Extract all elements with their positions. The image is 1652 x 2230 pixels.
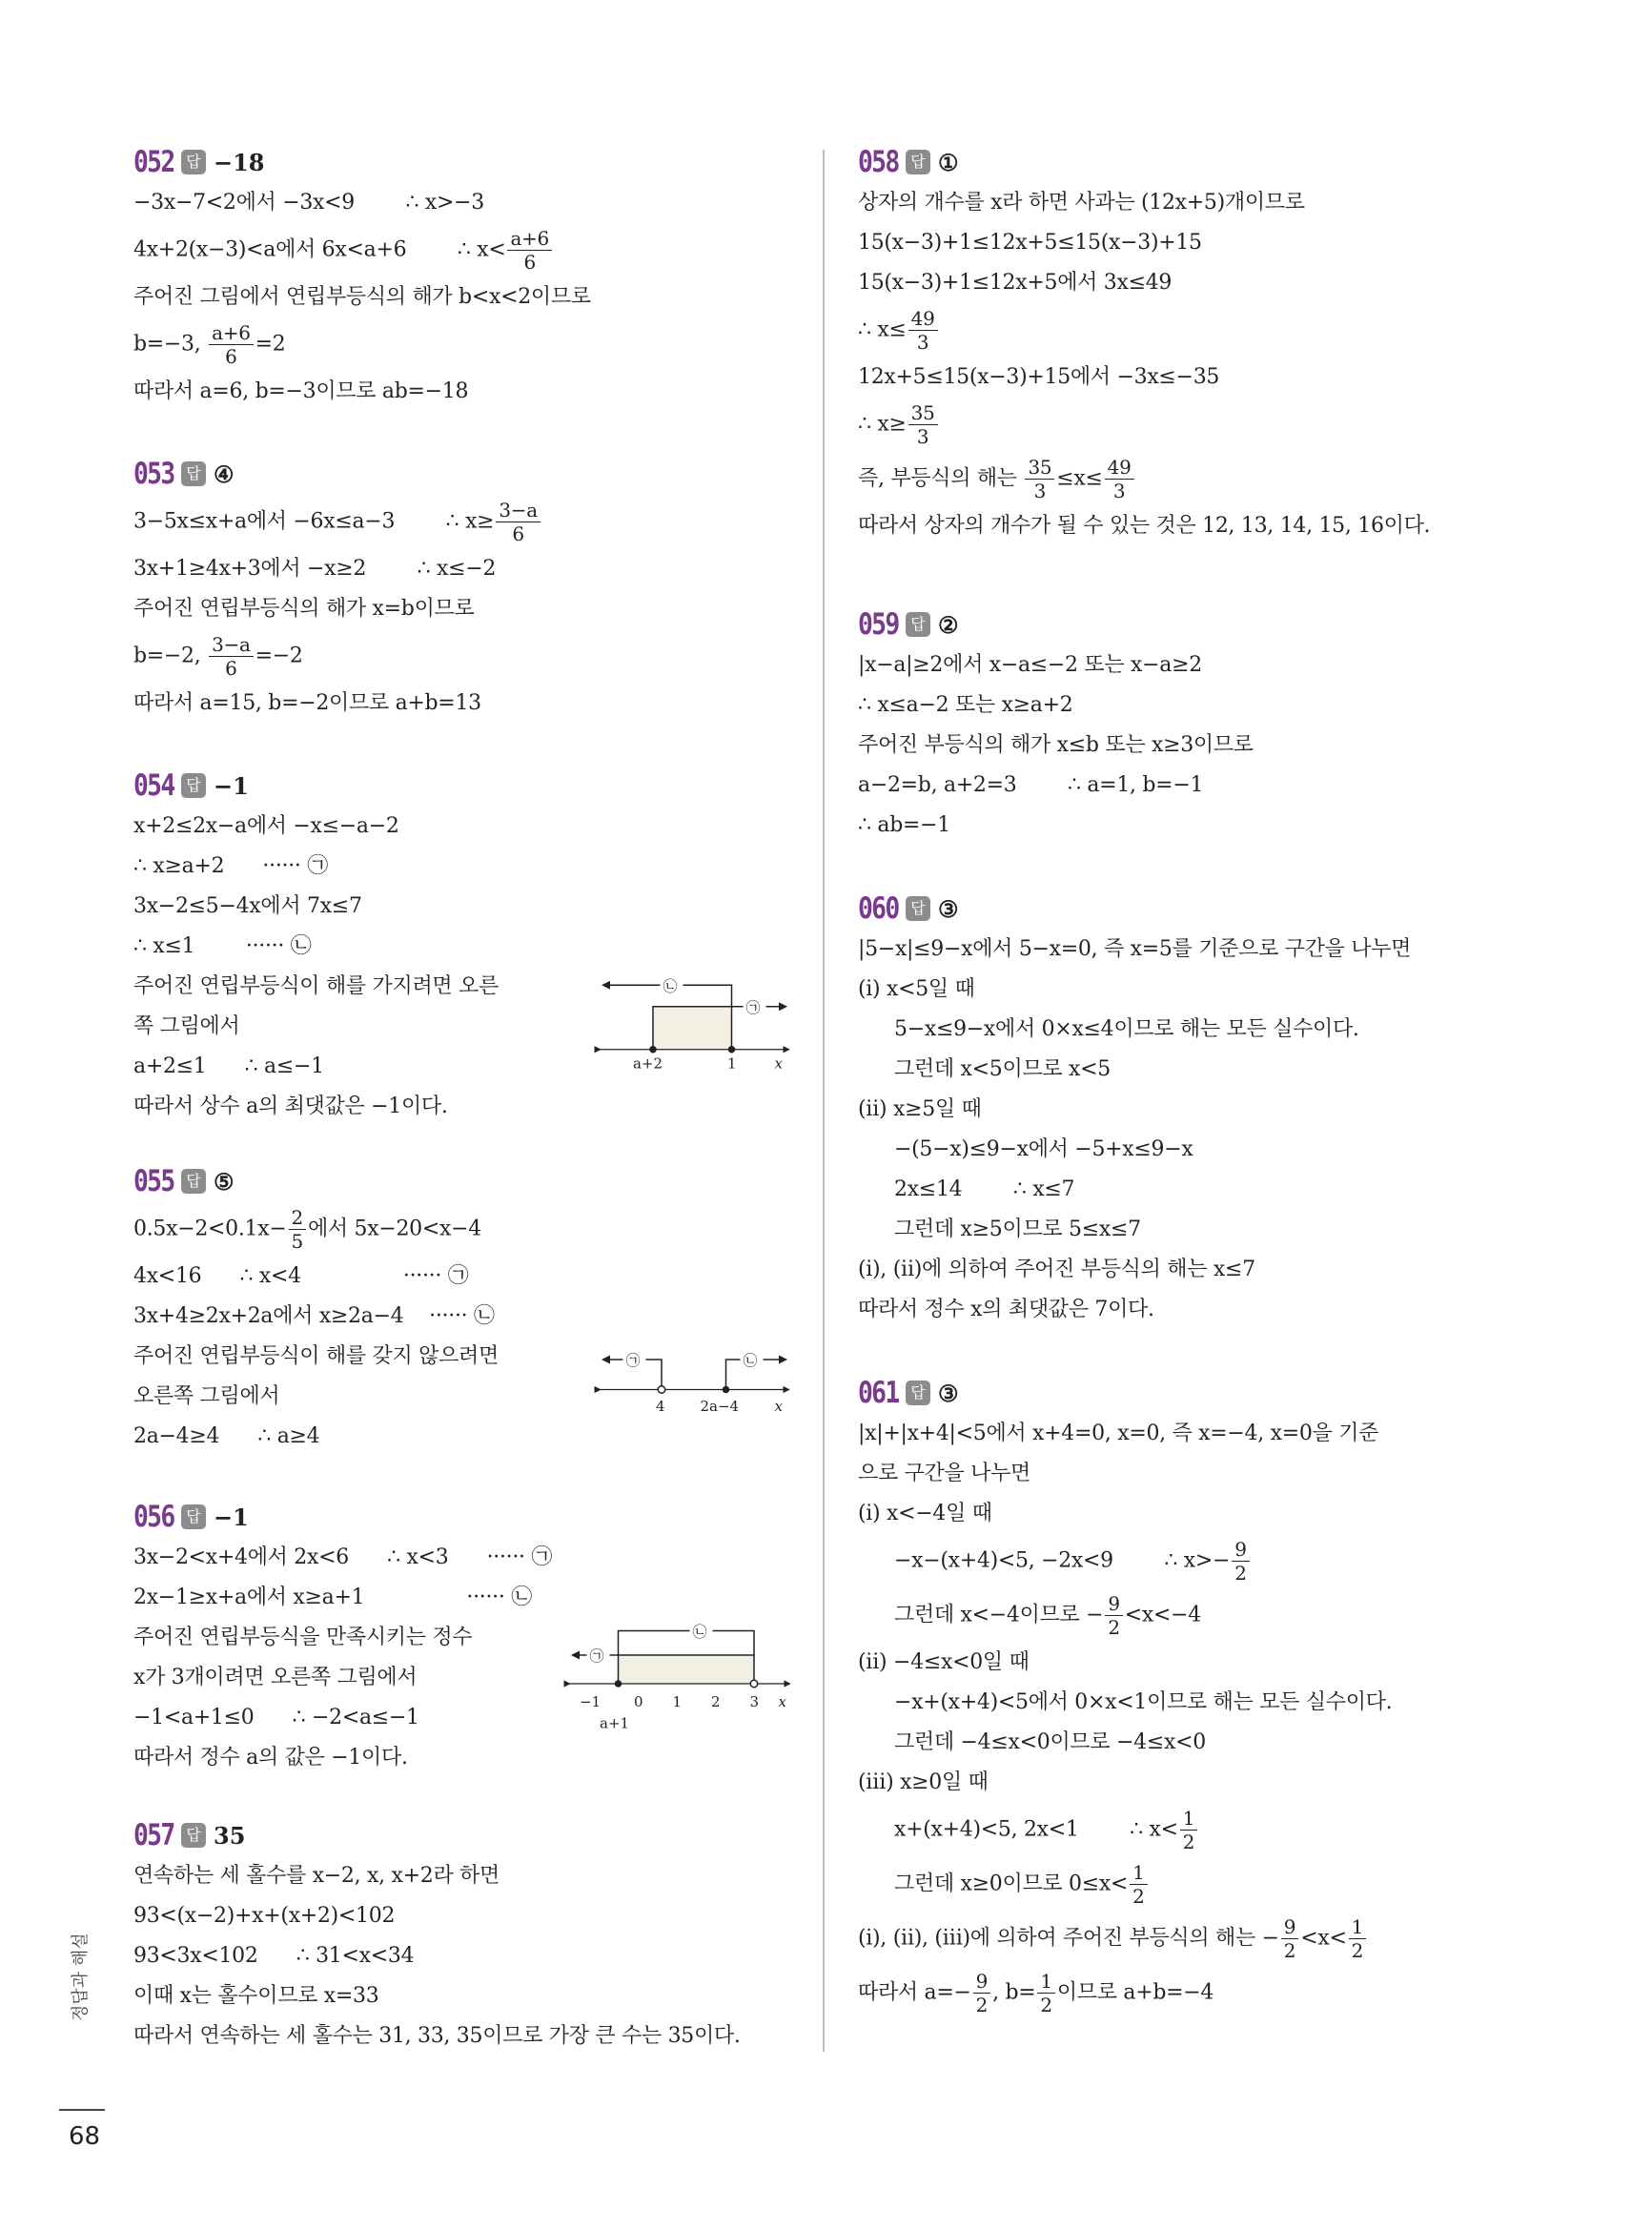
fraction xyxy=(507,227,552,274)
text: 이때 x는 홀수이므로 x=33 xyxy=(133,1984,379,2008)
fraction xyxy=(1105,1592,1122,1639)
solution-shade xyxy=(653,1007,732,1050)
text: 따라서 a=15, b=−2이므로 a+b=13 xyxy=(133,691,481,715)
text: 3x−2<x+4에서 2x<6 ∴ x<3 ······ ㉠ xyxy=(133,1545,553,1569)
section-label: 정답과 해설 xyxy=(71,1933,91,2021)
solution-line xyxy=(858,183,1544,223)
fraction xyxy=(1232,1538,1249,1585)
text: 5−x≤9−x에서 0×x≤4이므로 해는 모든 실수이다. xyxy=(894,1017,1359,1041)
solution-line xyxy=(858,930,1544,970)
text: 3−5x≤x+a에서 −6x≤a−3 ∴ x≥ xyxy=(133,509,495,534)
text: 주어진 부등식의 해가 x≤b 또는 x≥3이므로 xyxy=(858,733,1254,757)
solution-line xyxy=(133,1976,820,2016)
denominator: 6 xyxy=(523,251,536,274)
solution-heading xyxy=(858,890,1544,928)
answer-value: −18 xyxy=(214,148,265,176)
text: ∴ x≤ xyxy=(858,317,907,342)
solution-line xyxy=(858,1050,1544,1090)
denominator: 2 xyxy=(1351,1939,1364,1962)
text: 0.5x−2<0.1x− xyxy=(133,1217,287,1241)
solution-line xyxy=(133,1856,820,1896)
numerator: a+6 xyxy=(507,227,552,251)
text: ∴ x≤1 ······ ㉡ xyxy=(133,934,312,958)
text: ∴ x≥ xyxy=(858,412,907,437)
numerator: 1 xyxy=(1130,1861,1147,1885)
answer-value: ① xyxy=(938,148,959,176)
answer-badge: 답 xyxy=(181,1823,206,1848)
solution-053 xyxy=(133,455,820,724)
text: ∴ ab=−1 xyxy=(858,813,950,837)
text: ∴ x≥a+2 ······ ㉠ xyxy=(133,854,328,878)
problem-number: 057 xyxy=(133,1818,174,1852)
fraction xyxy=(908,307,938,354)
text: |5−x|≤9−x에서 5−x=0, 즉 x=5를 기준으로 구간을 나누면 xyxy=(858,937,1412,961)
text: b=−2, xyxy=(133,644,208,668)
text: 으로 구간을 나누면 xyxy=(858,1462,1031,1485)
solution-line xyxy=(858,1683,1544,1723)
fraction xyxy=(209,633,254,680)
solution-line xyxy=(133,1738,820,1778)
solution-line xyxy=(858,1966,1544,2020)
mark-1: ㉠ xyxy=(589,1647,604,1666)
text: 4x<16 ∴ x<4 ······ ㉠ xyxy=(133,1264,469,1288)
point-label: a+1 xyxy=(600,1714,630,1732)
text: (ⅲ) x≥0일 때 xyxy=(858,1770,989,1794)
text: 그런데 x≥5이므로 5≤x≤7 xyxy=(894,1217,1141,1241)
text: 15(x−3)+1≤12x+5≤15(x−3)+15 xyxy=(858,231,1202,255)
label-left: 4 xyxy=(656,1398,665,1415)
solution-line xyxy=(133,1896,820,1936)
solution-line xyxy=(858,1010,1544,1050)
text: (ⅰ) x<−4일 때 xyxy=(858,1502,992,1525)
problem-number: 054 xyxy=(133,768,174,803)
sidebar-rule xyxy=(59,2109,105,2111)
solution-line xyxy=(858,1250,1544,1290)
numerator: 9 xyxy=(1281,1915,1298,1939)
text: 상자의 개수를 x라 하면 사과는 (12x+5)개이므로 xyxy=(858,191,1305,215)
solution-line xyxy=(133,495,820,549)
solution-line xyxy=(133,1257,820,1297)
answer-badge: 답 xyxy=(906,1381,930,1405)
solution-heading xyxy=(858,143,1544,181)
solution-line xyxy=(858,398,1544,452)
fraction xyxy=(1130,1861,1147,1908)
problem-number: 060 xyxy=(858,891,899,926)
denominator: 2 xyxy=(1108,1616,1120,1639)
text: <x< xyxy=(1300,1926,1347,1951)
solution-line xyxy=(133,589,820,629)
text: |x−a|≥2에서 x−a≤−2 또는 x−a≥2 xyxy=(858,653,1202,677)
problem-number: 053 xyxy=(133,457,174,491)
text: a+2≤1 ∴ a≤−1 xyxy=(133,1054,324,1078)
solution-line xyxy=(858,1588,1544,1643)
text: 2x≤14 ∴ x≤7 xyxy=(894,1177,1075,1201)
answer-badge: 답 xyxy=(181,1504,206,1529)
text: 주어진 연립부등식을 만족시키는 정수 xyxy=(133,1626,473,1649)
text: x+(x+4)<5, 2x<1 ∴ x< xyxy=(894,1817,1178,1842)
text: |x|+|x+4|<5에서 x+4=0, x=0, 즉 x=−4, x=0을 기준 xyxy=(858,1422,1379,1445)
axis-label: x xyxy=(778,1693,786,1711)
answer-badge: 답 xyxy=(181,1169,206,1194)
solution-line xyxy=(133,1936,820,1976)
solution-line xyxy=(858,223,1544,263)
text: , b= xyxy=(992,1980,1036,2005)
solution-line xyxy=(858,766,1544,806)
answer-badge: 답 xyxy=(906,150,930,174)
answer-value: ④ xyxy=(214,460,235,488)
text: −x−(x+4)<5, −2x<9 ∴ x>− xyxy=(894,1548,1231,1573)
text: 2x−1≥x+a에서 x≥a+1 ······ ㉡ xyxy=(133,1586,532,1609)
text: 4x+2(x−3)<a에서 6x<a+6 ∴ x< xyxy=(133,237,506,262)
text: 3x−2≤5−4x에서 7x≤7 xyxy=(133,894,362,918)
solution-line xyxy=(858,645,1544,685)
fraction xyxy=(1037,1970,1054,2016)
text: (ⅰ), (ⅱ), (ⅲ)에 의하여 주어진 부등식의 해는 − xyxy=(858,1926,1279,1951)
text: 따라서 연속하는 세 홀수는 31, 33, 35이므로 가장 큰 수는 35이다. xyxy=(133,2024,741,2048)
fraction xyxy=(973,1970,990,2016)
solution-line xyxy=(133,317,820,372)
text: 에서 5x−20<x−4 xyxy=(307,1217,481,1241)
denominator: 3 xyxy=(916,425,929,448)
label-right: 1 xyxy=(727,1054,737,1073)
text: 즉, 부등식의 해는 xyxy=(858,466,1024,491)
text: 그런데 x<−4이므로 − xyxy=(894,1603,1104,1627)
text: 따라서 상자의 개수가 될 수 있는 것은 12, 13, 14, 15, 16이다. xyxy=(858,514,1431,538)
text: 15(x−3)+1≤12x+5에서 3x≤49 xyxy=(858,271,1173,295)
denominator: 3 xyxy=(1033,480,1047,502)
solution-line xyxy=(133,549,820,589)
numerator: 1 xyxy=(1180,1807,1197,1831)
solution-line xyxy=(133,1202,820,1257)
solution-line xyxy=(858,970,1544,1010)
solution-line xyxy=(133,372,820,412)
numerator: 35 xyxy=(1025,456,1054,480)
number-line-055 xyxy=(593,1340,793,1425)
numerator: 9 xyxy=(1105,1592,1122,1616)
text: 3x+4≥2x+2a에서 x≥2a−4 ······ ㉡ xyxy=(133,1304,495,1328)
text: 따라서 a=6, b=−3이므로 ab=−18 xyxy=(133,379,469,403)
solution-058 xyxy=(858,143,1544,546)
problem-number: 052 xyxy=(133,145,174,179)
text: 그런데 x<5이므로 x<5 xyxy=(894,1057,1111,1081)
numerator: 9 xyxy=(973,1970,990,1994)
label-left: a+2 xyxy=(633,1054,663,1073)
numerator: 9 xyxy=(1232,1538,1249,1562)
solution-line xyxy=(133,1538,820,1578)
fraction xyxy=(289,1206,306,1253)
mark-2: ㉡ xyxy=(692,1623,707,1641)
solution-line xyxy=(858,1090,1544,1130)
text: 주어진 연립부등식이 해를 갖지 않으려면 xyxy=(133,1344,499,1368)
axis-label: x xyxy=(774,1054,783,1073)
solution-line xyxy=(858,263,1544,303)
text: (ⅰ), (ⅱ)에 의하여 주어진 부등식의 해는 x≤7 xyxy=(858,1258,1255,1281)
answer-value: ③ xyxy=(938,1379,959,1407)
denominator: 2 xyxy=(1182,1831,1195,1853)
text: −x+(x+4)<5에서 0×x<1이므로 해는 모든 실수이다. xyxy=(894,1690,1393,1714)
fraction xyxy=(496,499,540,545)
numerator: 1 xyxy=(1349,1915,1366,1939)
text: 93<3x<102 ∴ 31<x<34 xyxy=(133,1944,415,1968)
problem-number: 058 xyxy=(858,145,899,179)
solution-line xyxy=(858,1857,1544,1912)
answer-value: 35 xyxy=(214,1821,246,1850)
fraction xyxy=(209,321,254,368)
text: b=−3, xyxy=(133,332,208,357)
text: =2 xyxy=(255,332,286,357)
text: 그런데 x≥0이므로 0≤x< xyxy=(894,1872,1129,1896)
text: (ⅰ) x<5일 때 xyxy=(858,977,975,1001)
text: 오른쪽 그림에서 xyxy=(133,1384,280,1408)
numerator: 1 xyxy=(1037,1970,1054,1994)
solution-line xyxy=(858,726,1544,766)
denominator: 3 xyxy=(916,331,929,354)
denominator: 2 xyxy=(1234,1562,1247,1585)
column-divider xyxy=(823,150,825,2052)
solution-line xyxy=(133,629,820,684)
answer-value: ② xyxy=(938,610,959,639)
denominator: 6 xyxy=(225,345,237,368)
solution-line xyxy=(133,277,820,317)
solution-line xyxy=(133,1297,820,1337)
text: 따라서 a=− xyxy=(858,1980,971,2005)
solution-059 xyxy=(858,605,1544,846)
text: 연속하는 세 홀수를 x−2, x, x+2라 하면 xyxy=(133,1864,500,1888)
solution-line xyxy=(133,847,820,887)
solution-line xyxy=(858,685,1544,726)
solution-line xyxy=(133,1087,820,1127)
solution-heading xyxy=(133,767,820,805)
solution-line xyxy=(133,2016,820,2056)
solution-line xyxy=(858,1454,1544,1494)
solution-line xyxy=(858,1912,1544,1966)
denominator: 5 xyxy=(291,1230,303,1253)
solution-line xyxy=(858,1723,1544,1763)
solution-line xyxy=(133,887,820,927)
text: x+2≤2x−a에서 −x≤−a−2 xyxy=(133,814,399,838)
text: =−2 xyxy=(255,644,303,668)
numerator: 3−a xyxy=(496,499,540,522)
text: 주어진 연립부등식의 해가 x=b이므로 xyxy=(133,597,475,621)
mark-2: ㉡ xyxy=(743,1352,758,1369)
solution-line xyxy=(858,1534,1544,1588)
answer-value: ③ xyxy=(938,894,959,923)
fraction xyxy=(1180,1807,1197,1853)
solution-line xyxy=(858,1803,1544,1857)
answer-value: −1 xyxy=(214,1503,249,1531)
numerator: 3−a xyxy=(209,633,254,657)
text: 이므로 a+b=−4 xyxy=(1056,1980,1214,2005)
answer-value: −1 xyxy=(214,771,249,800)
label-right: 2a−4 xyxy=(700,1398,740,1415)
problem-number: 061 xyxy=(858,1376,899,1410)
solution-line xyxy=(858,1494,1544,1534)
solution-line xyxy=(133,223,820,277)
text: (ⅱ) x≥5일 때 xyxy=(858,1097,982,1121)
text: 2a−4≥4 ∴ a≥4 xyxy=(133,1424,320,1448)
solution-heading xyxy=(133,1816,820,1854)
text: 3x+1≥4x+3에서 −x≥2 ∴ x≤−2 xyxy=(133,557,497,581)
solution-heading xyxy=(133,1162,820,1200)
denominator: 2 xyxy=(1040,1994,1052,2016)
fraction xyxy=(1025,456,1054,502)
tick-label: 2 xyxy=(711,1693,721,1711)
mark-1: ㉠ xyxy=(625,1352,641,1369)
solution-061 xyxy=(858,1374,1544,2020)
solution-line xyxy=(133,684,820,724)
text: ≤x≤ xyxy=(1056,466,1103,491)
text: 쪽 그림에서 xyxy=(133,1014,240,1038)
numerator: 49 xyxy=(908,307,938,331)
solution-line xyxy=(133,1578,820,1618)
text: 그런데 −4≤x<0이므로 −4≤x<0 xyxy=(894,1730,1206,1754)
tick-label: 0 xyxy=(634,1693,643,1711)
solution-line xyxy=(858,1763,1544,1803)
denominator: 6 xyxy=(512,522,524,545)
text: 12x+5≤15(x−3)+15에서 −3x≤−35 xyxy=(858,365,1220,389)
problem-number: 056 xyxy=(133,1500,174,1534)
text: −1<a+1≤0 ∴ −2<a≤−1 xyxy=(133,1706,419,1729)
mark-2: ㉡ xyxy=(663,977,678,995)
text: 따라서 정수 x의 최댓값은 7이다. xyxy=(858,1298,1154,1321)
text: a−2=b, a+2=3 ∴ a=1, b=−1 xyxy=(858,773,1204,797)
solution-054 xyxy=(133,767,820,1127)
problem-number: 055 xyxy=(133,1164,174,1198)
answer-badge: 답 xyxy=(181,773,206,798)
denominator: 2 xyxy=(1132,1885,1145,1908)
text: (ⅱ) −4≤x<0일 때 xyxy=(858,1650,1030,1674)
solution-heading xyxy=(133,1498,820,1536)
answer-badge: 답 xyxy=(906,612,930,637)
answer-badge: 답 xyxy=(181,150,206,174)
text: 주어진 연립부등식이 해를 가지려면 오른 xyxy=(133,974,499,998)
text: 주어진 그림에서 연립부등식의 해가 b<x<2이므로 xyxy=(133,285,591,309)
fraction xyxy=(1281,1915,1298,1962)
numerator: a+6 xyxy=(209,321,254,345)
text: <x<−4 xyxy=(1124,1603,1201,1627)
solution-line xyxy=(858,1210,1544,1250)
number-line-056 xyxy=(562,1621,794,1735)
text: ∴ x≤a−2 또는 x≥a+2 xyxy=(858,693,1073,717)
solution-line xyxy=(858,303,1544,358)
solution-heading xyxy=(133,455,820,493)
solution-line xyxy=(133,927,820,967)
tick-label: 3 xyxy=(749,1693,760,1711)
solution-heading xyxy=(858,605,1544,644)
denominator: 2 xyxy=(975,1994,989,2016)
fraction xyxy=(1105,456,1134,502)
solution-heading xyxy=(858,1374,1544,1412)
text: 따라서 상수 a의 최댓값은 −1이다. xyxy=(133,1095,448,1118)
solution-line xyxy=(858,358,1544,398)
axis-label: x xyxy=(774,1398,783,1415)
denominator: 3 xyxy=(1112,480,1126,502)
solution-line xyxy=(858,1170,1544,1210)
mark-1: ㉠ xyxy=(745,998,761,1016)
fraction xyxy=(1349,1915,1366,1962)
answer-badge: 답 xyxy=(906,896,930,921)
text: 따라서 정수 a의 값은 −1이다. xyxy=(133,1746,408,1770)
solution-line xyxy=(858,1643,1544,1683)
solution-line xyxy=(858,806,1544,846)
answer-value: ⑤ xyxy=(214,1167,235,1196)
text: 93<(x−2)+x+(x+2)<102 xyxy=(133,1904,396,1928)
solution-line xyxy=(858,506,1544,546)
solution-line xyxy=(858,1130,1544,1170)
answer-badge: 답 xyxy=(181,461,206,486)
solution-052 xyxy=(133,143,820,412)
text: −3x−7<2에서 −3x<9 ∴ x>−3 xyxy=(133,191,484,215)
number-line-054 xyxy=(593,971,793,1073)
denominator: 2 xyxy=(1283,1939,1296,1962)
tick-label: −1 xyxy=(580,1693,602,1711)
page-number: 68 xyxy=(69,2122,101,2151)
denominator: 6 xyxy=(225,657,237,680)
solution-line xyxy=(858,452,1544,506)
text: −(5−x)≤9−x에서 −5+x≤9−x xyxy=(894,1137,1193,1161)
tick-label: 1 xyxy=(672,1693,683,1711)
solution-line xyxy=(858,1290,1544,1330)
numerator: 2 xyxy=(289,1206,306,1230)
solution-057 xyxy=(133,1816,820,2056)
numerator: 49 xyxy=(1105,456,1134,480)
solution-line xyxy=(133,183,820,223)
problem-number: 059 xyxy=(858,607,899,642)
solution-060 xyxy=(858,890,1544,1330)
numerator: 35 xyxy=(908,401,938,425)
solution-heading xyxy=(133,143,820,181)
fraction xyxy=(908,401,938,448)
text: x가 3개이려면 오른쪽 그림에서 xyxy=(133,1666,418,1689)
solution-line xyxy=(858,1414,1544,1454)
solution-line xyxy=(133,807,820,847)
